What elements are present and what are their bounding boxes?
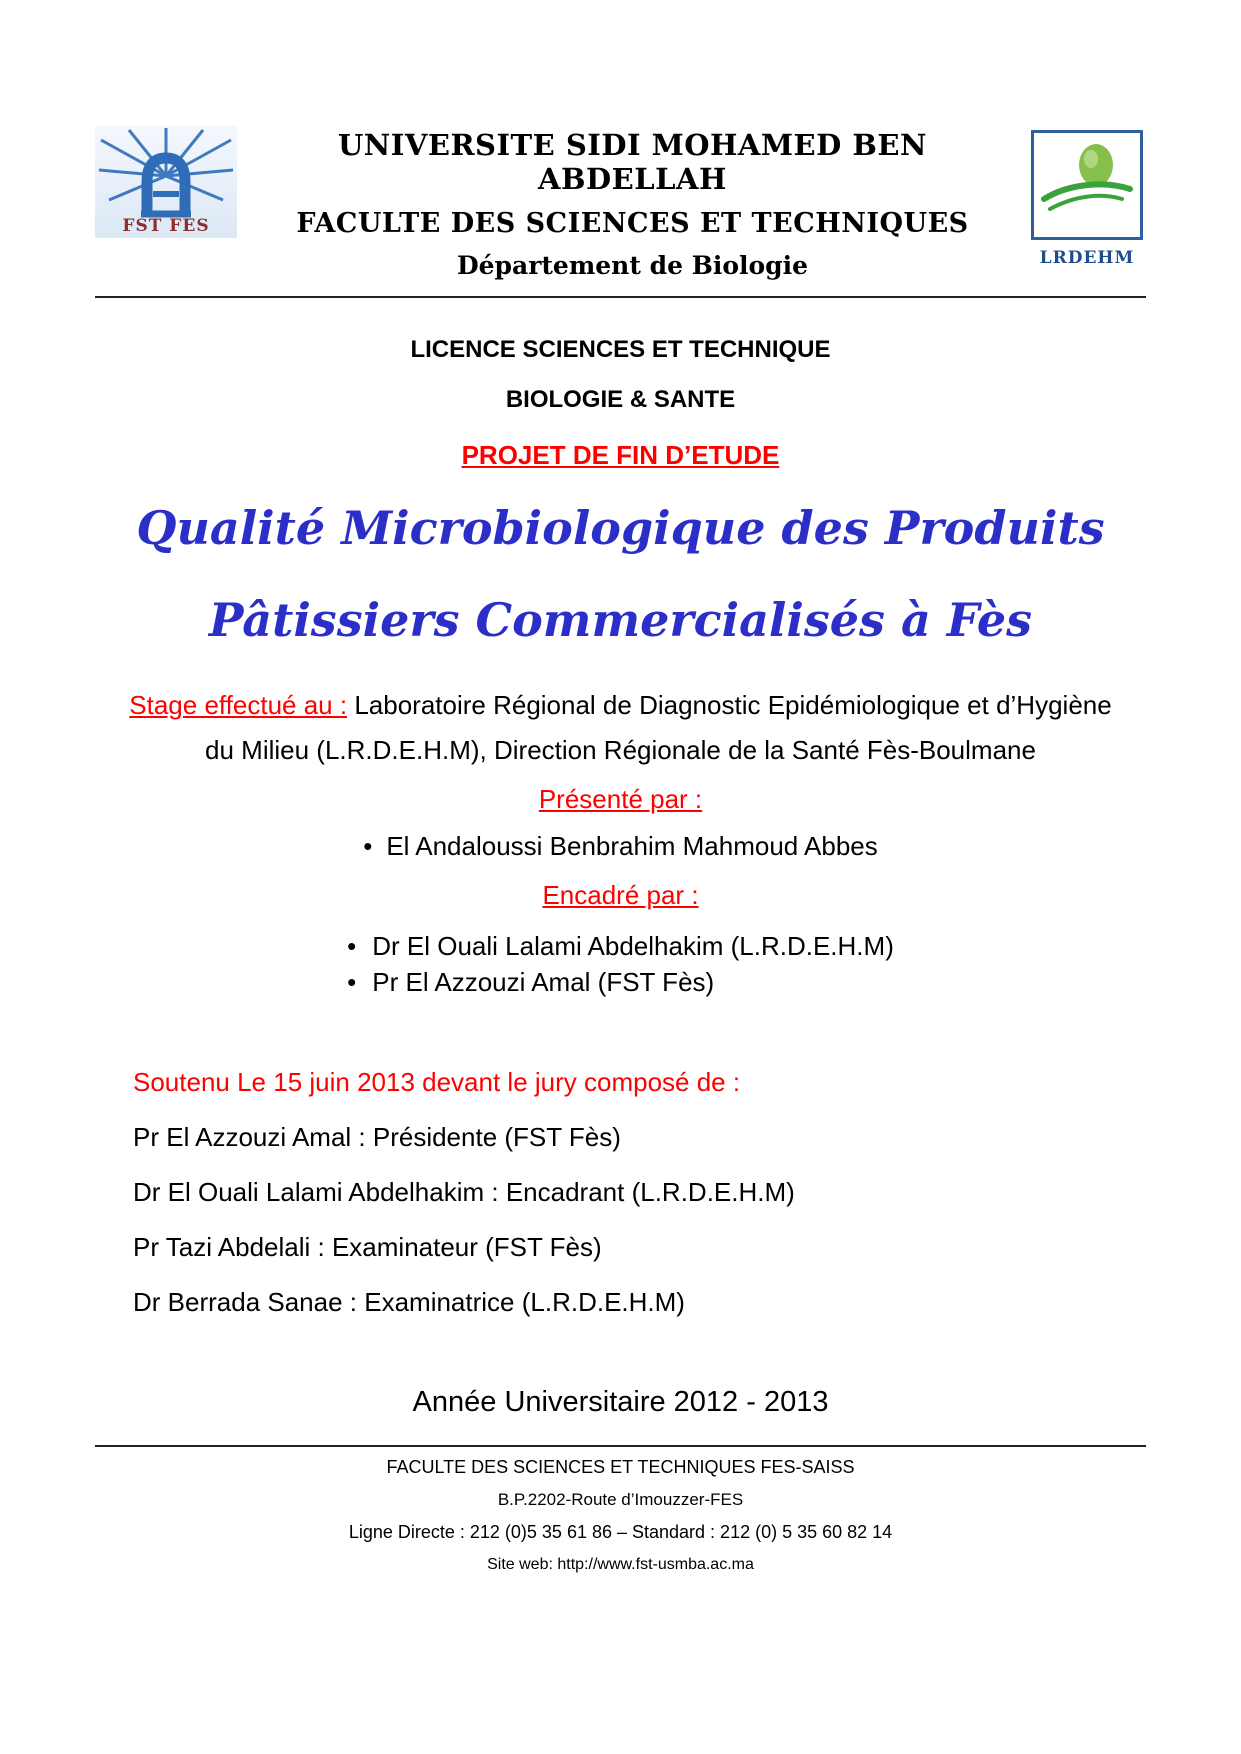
program-track: BIOLOGIE & SANTE	[505, 386, 736, 413]
supervisor-item: • Dr El Ouali Lalami Abdelhakim (L.R.D.E.H.M)	[347, 929, 894, 965]
faculty-name: FACULTE DES SCIENCES ET TECHNIQUES	[296, 208, 969, 239]
thesis-title-line1: Qualité Microbiologique des Produits	[136, 501, 1105, 555]
footer-phones: Ligne Directe : 212 (0)5 35 61 86 – Standard : 212 (0) 5 35 60 82 14	[348, 1522, 893, 1543]
author-name: El Andaloussi Benbrahim Mahmoud Abbes	[386, 831, 878, 862]
presented-by-label: Présenté par :	[538, 784, 703, 815]
university-name: UNIVERSITE SIDI MOHAMED BEN ABDELLAH	[337, 128, 927, 196]
jury-member: Dr Berrada Sanae : Examinatrice (L.R.D.E.H.M)	[133, 1287, 685, 1318]
institution-block	[237, 126, 1028, 280]
page-header	[95, 126, 1146, 280]
project-heading: PROJET DE FIN D’ETUDE	[461, 440, 780, 470]
supervised-by-label: Encadré par :	[542, 880, 699, 911]
jury-member: Pr El Azzouzi Amal : Présidente (FST Fès)	[133, 1122, 621, 1153]
jury-intro: Soutenu Le 15 juin 2013 devant le jury composé de :	[133, 1067, 741, 1098]
jury-list	[95, 1122, 1146, 1318]
internship-label: Stage effectué au :	[129, 690, 348, 720]
lrdehm-logo-box	[1031, 130, 1143, 240]
fst-fes-logo-label: FST FES	[122, 216, 210, 236]
internship-location: Laboratoire Régional de Diagnostic Epidémiologique et d’Hygiène du Milieu (L.R.D.E.H.M), Direction Régionale de la Santé Fès-Boulmane	[205, 690, 1112, 765]
academic-year: Année Universitaire 2012 - 2013	[412, 1386, 829, 1419]
footer-divider	[95, 1445, 1146, 1447]
fst-fes-logo	[95, 126, 237, 238]
internship-paragraph	[115, 683, 1126, 772]
jury-member: Pr Tazi Abdelali : Examinateur (FST Fès)	[133, 1232, 602, 1263]
supervisor-item: • Pr El Azzouzi Amal (FST Fès)	[347, 965, 894, 1001]
program-title: LICENCE SCIENCES ET TECHNIQUE	[410, 336, 831, 363]
footer-faculty: FACULTE DES SCIENCES ET TECHNIQUES FES-SAISS	[386, 1457, 855, 1478]
jury-member: Dr El Ouali Lalami Abdelhakim : Encadrant (L.R.D.E.H.M)	[133, 1177, 795, 1208]
footer-website: Site web: http://www.fst-usmba.ac.ma	[487, 1556, 754, 1574]
supervisors-list	[347, 929, 894, 1001]
bullet-icon	[363, 831, 386, 861]
lrdehm-logo-icon	[1034, 133, 1140, 237]
author-line	[95, 831, 1146, 862]
department-name: Département de Biologie	[456, 251, 809, 280]
lrdehm-logo-label: LRDEHM	[1039, 248, 1135, 268]
footer-address: B.P.2202-Route d’Imouzzer-FES	[497, 1490, 744, 1510]
thesis-title-line2: Pâtissiers Commercialisés à Fès	[208, 593, 1033, 647]
header-divider	[95, 296, 1146, 298]
page-footer	[95, 1457, 1146, 1574]
lrdehm-logo	[1028, 126, 1146, 268]
